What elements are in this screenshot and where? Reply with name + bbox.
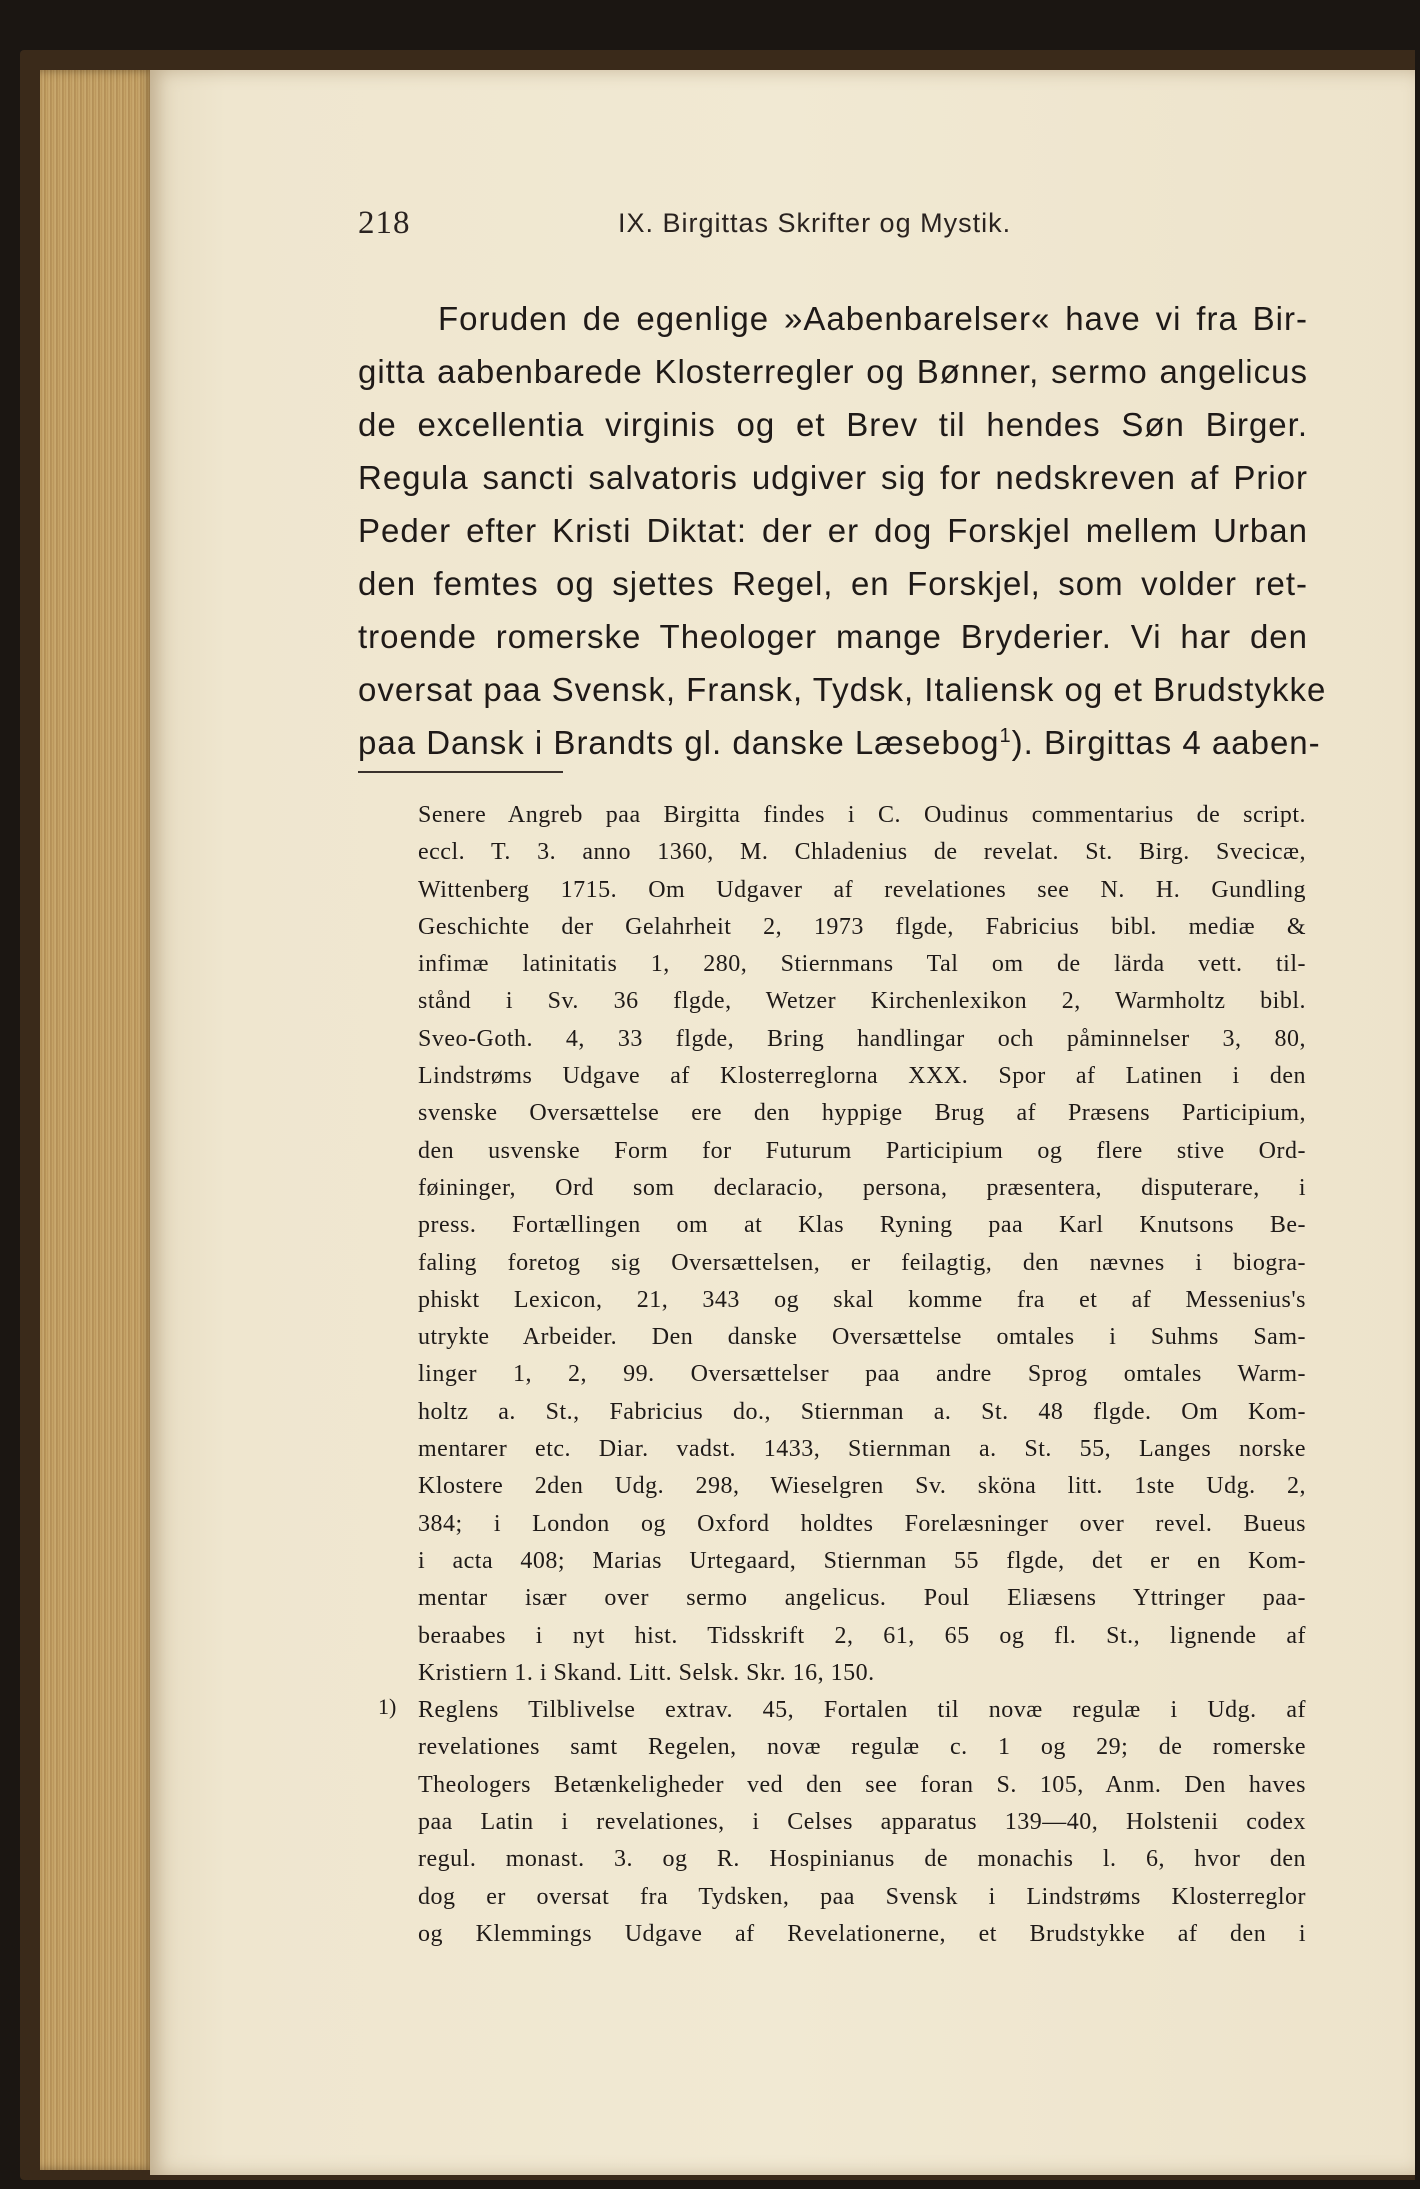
footnote-1-line: regul. monast. 3. og R. Hospinianus de monachis l. 6, hvor den xyxy=(418,1846,1306,1873)
footnote-1-line: Reglens Tilblivelse extrav. 45, Fortalen til novæ regulæ i Udg. af xyxy=(418,1697,1306,1724)
footnote-line: mentar især over sermo angelicus. Poul Eliæsens Yttringer paa- xyxy=(418,1585,1306,1612)
footnote-1-marker: 1) xyxy=(378,1694,397,1719)
footnote-reference: 1 xyxy=(999,725,1012,747)
footnote-line: phiskt Lexicon, 21, 343 og skal komme fra et af Messenius's xyxy=(418,1286,1306,1313)
footnote-line: Klostere 2den Udg. 298, Wieselgren Sv. sköna litt. 1ste Udg. 2, xyxy=(418,1473,1306,1500)
main-text-last-line xyxy=(358,716,1321,769)
main-text-line: de excellentia virginis og et Brev til hendes Søn Birger. xyxy=(358,406,1308,443)
footnote-line: Sveo-Goth. 4, 33 flgde, Bring handlingar och påminnelser 3, 80, xyxy=(418,1025,1306,1052)
main-text-segment: ). Birgittas 4 aaben- xyxy=(1011,724,1321,761)
footnote-line: linger 1, 2, 99. Oversættelser paa andre Sprog omtales Warm- xyxy=(418,1361,1306,1388)
main-text-line: oversat paa Svensk, Fransk, Tydsk, Italiensk og et Brudstykke xyxy=(358,671,1327,708)
footnote-line: faling foretog sig Oversættelsen, er feilagtig, den nævnes i biogra- xyxy=(418,1249,1306,1276)
footnote-rule xyxy=(358,771,563,773)
footnote-line: stånd i Sv. 36 flgde, Wetzer Kirchenlexikon 2, Warmholtz bibl. xyxy=(418,988,1306,1015)
footnote-1-line: paa Latin i revelationes, i Celses apparatus 139—40, Holstenii codex xyxy=(418,1809,1306,1836)
footnote-line: i acta 408; Marias Urtegaard, Stiernman 55 flgde, det er en Kom- xyxy=(418,1547,1306,1574)
main-text-line: troende romerske Theologer mange Bryderier. Vi har den xyxy=(358,618,1308,655)
main-text-line: den femtes og sjettes Regel, en Forskjel, som volder ret- xyxy=(358,565,1308,602)
footnote-line: utrykte Arbeider. Den danske Oversættelse omtales i Suhms Sam- xyxy=(418,1324,1306,1351)
footnote-line: press. Fortællingen om at Klas Ryning paa Karl Knutsons Be- xyxy=(418,1212,1306,1239)
footnote-line: føininger, Ord som declaracio, persona, præsentera, disputerare, i xyxy=(418,1174,1306,1201)
footnote-1-line: og Klemmings Udgave af Revelationerne, et Brudstykke af den i xyxy=(418,1920,1306,1947)
footnote-line: svenske Oversættelse ere den hyppige Brug af Præsens Participium, xyxy=(418,1100,1306,1127)
page-edges xyxy=(40,70,155,2170)
footnote-line: Kristiern 1. i Skand. Litt. Selsk. Skr. 16, 150. xyxy=(418,1659,875,1686)
main-text-segment: paa Dansk i Brandts gl. danske Læsebog xyxy=(358,724,1000,761)
main-text xyxy=(358,292,1327,769)
main-text-line: Foruden de egenlige »Aabenbarelser« have vi fra Bir- xyxy=(438,300,1308,337)
footnote-line: infimæ latinitatis 1, 280, Stiernmans Tal om de lärda vett. til- xyxy=(418,951,1306,978)
footnote-line: 384; i London og Oxford holdtes Forelæsninger over revel. Bueus xyxy=(418,1510,1306,1537)
footnote-line: beraabes i nyt hist. Tidsskrift 2, 61, 65 og fl. St., lignende af xyxy=(418,1622,1306,1649)
running-head xyxy=(358,205,1308,245)
footnote-1-line: dog er oversat fra Tydsken, paa Svensk i Lindstrøms Klosterreglor xyxy=(418,1883,1306,1910)
footnote-line: eccl. T. 3. anno 1360, M. Chladenius de revelat. St. Birg. Svecicæ, xyxy=(418,839,1306,866)
footnote-line: Wittenberg 1715. Om Udgaver af revelationes see N. H. Gundling xyxy=(418,876,1306,903)
footnote-line: den usvenske Form for Futurum Participium og flere stive Ord- xyxy=(418,1137,1306,1164)
main-text-line: Peder efter Kristi Diktat: der er dog Forskjel mellem Urban xyxy=(358,512,1308,549)
chapter-title: IX. Birgittas Skrifter og Mystik. xyxy=(618,208,1012,238)
footnote-line: Lindstrøms Udgave af Klosterreglorna XXX. Spor af Latinen i den xyxy=(418,1063,1306,1090)
footnote-1-line: revelationes samt Regelen, novæ regulæ c. 1 og 29; de romerske xyxy=(418,1734,1306,1761)
main-text-line: gitta aabenbarede Klosterregler og Bønner, sermo angelicus xyxy=(358,353,1308,390)
footnote-line: Geschichte der Gelahrheit 2, 1973 flgde, Fabricius bibl. mediæ & xyxy=(418,913,1306,940)
footnote-line: Senere Angreb paa Birgitta findes i C. Oudinus commentarius de script. xyxy=(418,802,1306,828)
main-text-line: Regula sancti salvatoris udgiver sig for nedskreven af Prior xyxy=(358,459,1308,496)
footnotes xyxy=(418,797,1306,1953)
footnote-line: holtz a. St., Fabricius do., Stiernman a. St. 48 flgde. Om Kom- xyxy=(418,1398,1306,1425)
footnote-line: mentarer etc. Diar. vadst. 1433, Stiernman a. St. 55, Langes norske xyxy=(418,1436,1306,1463)
footnote-1-line: Theologers Betænkeligheder ved den see foran S. 105, Anm. Den haves xyxy=(418,1771,1306,1798)
page-number: 218 xyxy=(358,205,411,241)
